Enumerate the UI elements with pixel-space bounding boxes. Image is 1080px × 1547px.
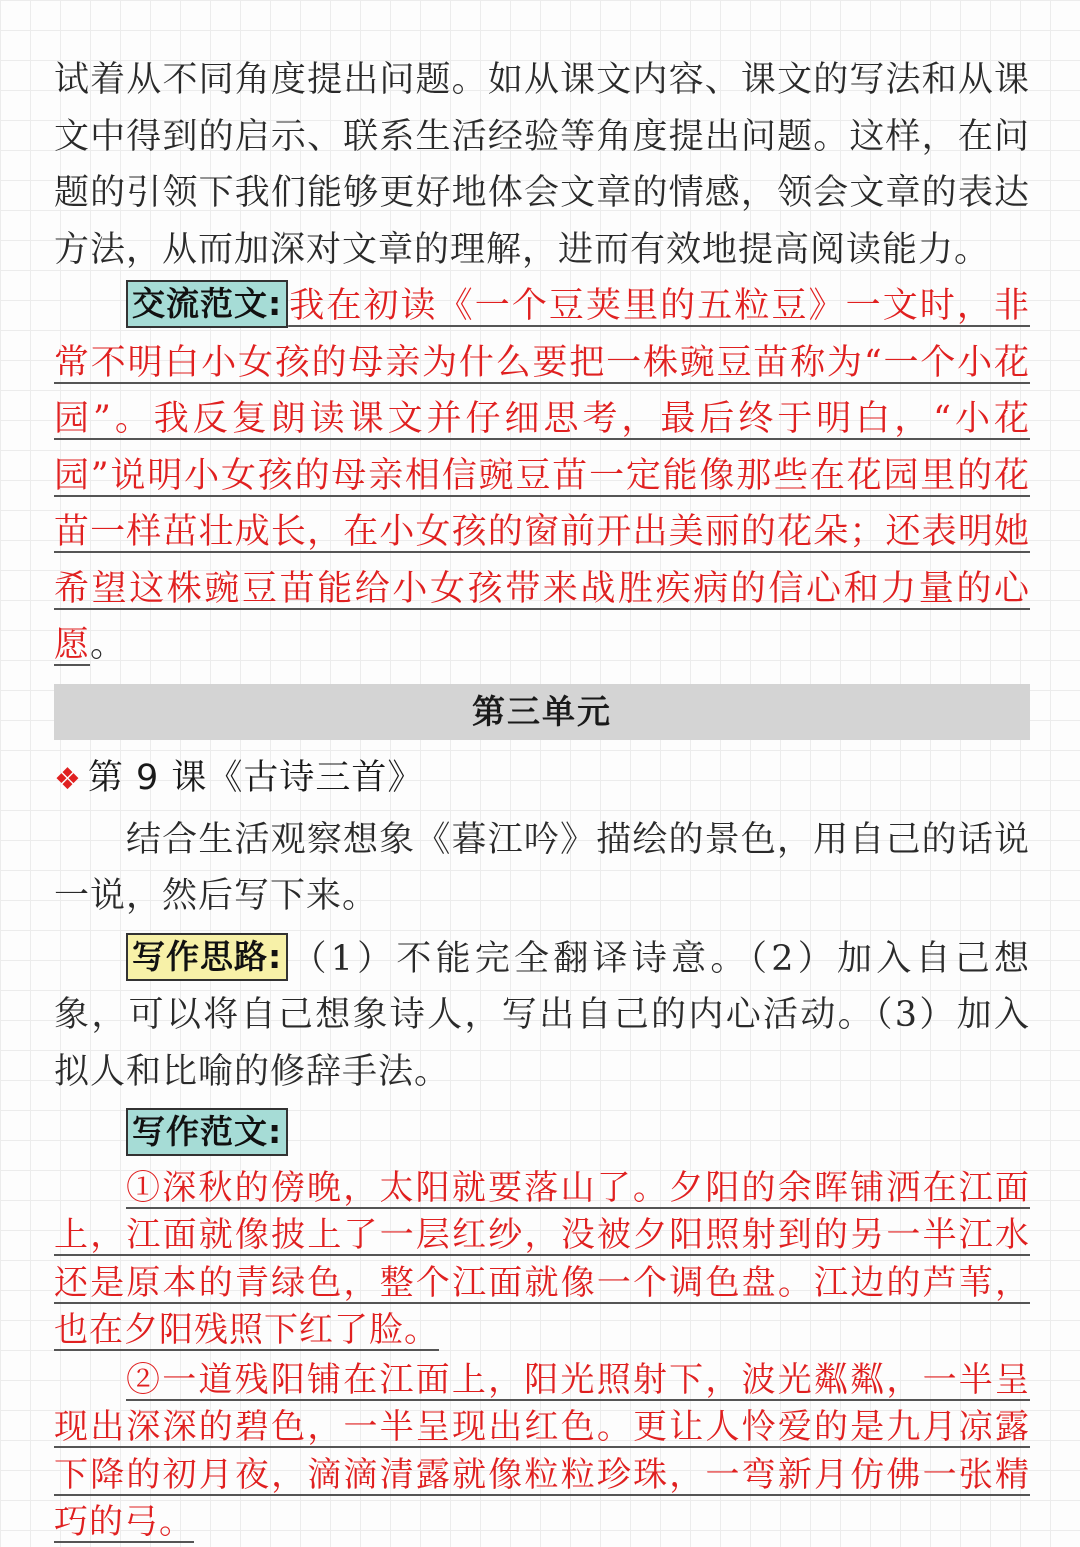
writing-sample-label-line [54, 1106, 1030, 1163]
writing-sample-label: 写作范文: [126, 1108, 288, 1156]
lesson-title: 第 9 课《古诗三首》 [87, 757, 424, 798]
thinking-text: （1）不能完全翻译诗意。（2）加入自己想象，可以将自己想象诗人，写出自己的内心活动。（3）加入拟人和比喻的修辞手法。 [54, 938, 1030, 1092]
exchange-label: 交流范文: [126, 280, 288, 328]
exchange-text: 我在初读《一个豆荚里的五粒豆》一文时，非常不明白小女孩的母亲为什么要把一株豌豆苗称为“一个小花园”。我反复朗读课文并仔细思考，最后终于明白，“小花园”说明小女孩的母亲相信豌豆苗一定能像那些在花园里的花苗一样茁壮成长，在小女孩的窗前开出美丽的花朵；还表明她希望这株豌豆苗能给小女孩带来战胜疾病的信心和力量的心愿 [54, 286, 1030, 665]
intro-paragraph: 试着从不同角度提出问题。如从课文内容、课文的写法和从课文中得到的启示、联系生活经验等角度提出问题。这样，在问题的引领下我们能够更好地体会文章的情感，领会文章的表达方法，从而加深对文章的理解，进而有效地提高阅读能力。 [54, 60, 1030, 270]
lesson-heading [54, 750, 1030, 808]
writing-sample-para-1-text: ①深秋的傍晚，太阳就要落山了。夕阳的余晖铺洒在江面上，江面就像披上了一层红纱，没被夕阳照射到的另一半江水还是原本的青绿色，整个江面就像一个调色盘。江边的芦苇，也在夕阳残照下红了脸。 [54, 1167, 1030, 1350]
writing-sample-para-2-text: ②一道残阳铺在江面上，阳光照射下，波光粼粼，一半呈现出深深的碧色，一半呈现出红色。更让人怜爱的是九月凉露下降的初月夜，滴滴清露就像粒粒珍珠，一弯新月仿佛一张精巧的弓。 [54, 1359, 1030, 1542]
diamond-icon: ❖ [54, 761, 82, 797]
task-paragraph: 结合生活观察想象《暮江吟》描绘的景色，用自己的话说一说，然后写下来。 [54, 819, 1030, 916]
unit-title-bar: 第三单元 [54, 684, 1030, 740]
writing-sample-para-2 [54, 1357, 1030, 1547]
document-page [54, 52, 1030, 1547]
exchange-end-punct: 。 [90, 625, 127, 665]
exchange-paragraph [54, 278, 1030, 674]
writing-sample-para-1 [54, 1165, 1030, 1355]
thinking-paragraph [54, 931, 1030, 1101]
thinking-label: 写作思路: [126, 933, 288, 981]
